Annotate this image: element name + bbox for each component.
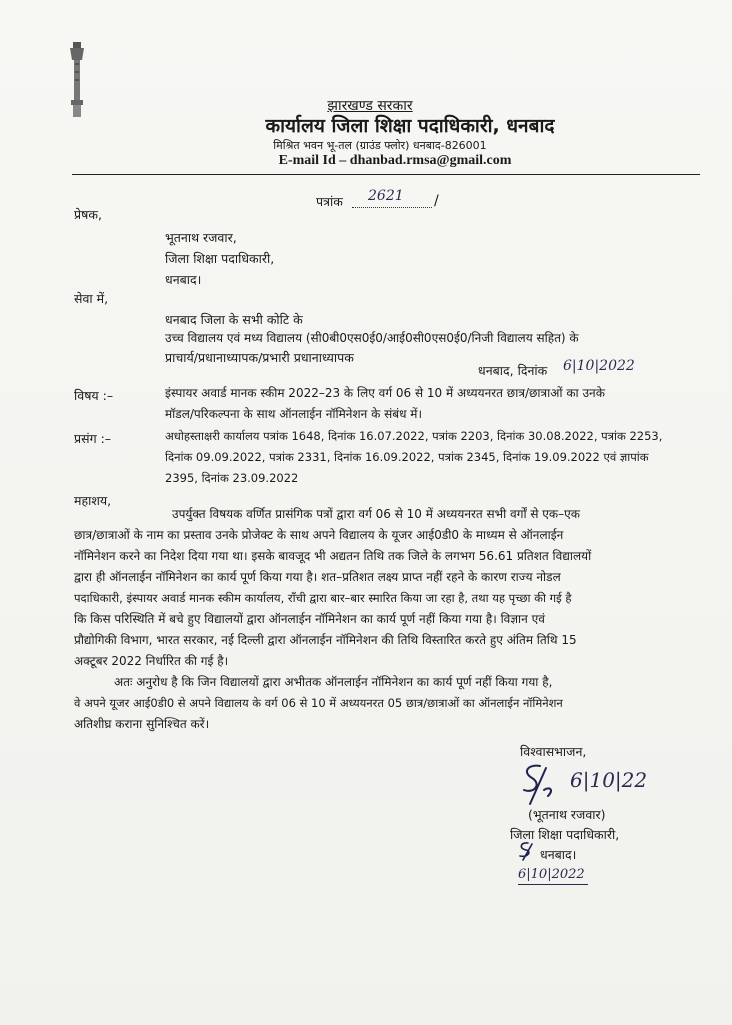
signatory-name: (भूतनाथ रजवार): [528, 807, 606, 822]
signature-mark: [510, 760, 570, 810]
letter-number-underline: [352, 207, 432, 208]
body-line: छात्र/छात्राओं के नाम का प्रस्ताव उनके प्रोजेक्ट के साथ अपने विद्यालय के यूजर आई0डी0 के माध्यम से ऑनलाईन: [74, 528, 564, 542]
initial-date-underline: [518, 884, 588, 885]
reference-line-3: 2395, दिनांक 23.09.2022: [165, 471, 299, 485]
sender-designation: जिला शिक्षा पदाधिकारी,: [165, 251, 275, 266]
signature-date: 6|10|22: [570, 768, 648, 792]
state-emblem-icon: [64, 40, 90, 120]
recipient-label: सेवा में,: [74, 291, 109, 306]
recipient-line-3: प्राचार्य/प्रधानाध्यापक/प्रभारी प्रधानाध्यापक: [165, 350, 354, 365]
signatory-designation: जिला शिक्षा पदाधिकारी,: [510, 827, 620, 842]
body-line: उपर्युक्त विषयक वर्णित प्रासंगिक पत्रों द्वारा वर्ग 06 से 10 में अध्ययनरत सभी वर्गों से एक–एक: [172, 507, 581, 521]
office-address: मिश्रित भवन भू-तल (ग्राउंड फ्लोर) धनबाद-826001: [273, 139, 487, 152]
header-divider: [72, 174, 700, 175]
body-line: कि किस परिस्थिति में बचे हुए विद्यालयों द्वारा ऑनलाईन नॉमिनेशन का कार्य पूर्ण नहीं किया गया है। विज्ञान एवं: [74, 612, 545, 626]
date-label: धनबाद, दिनांक: [478, 363, 548, 378]
sender-place: धनबाद।: [165, 272, 202, 287]
body-line: अतः अनुरोध है कि जिन विद्यालयों द्वारा अभीतक ऑनलाईन नॉमिनेशन का कार्य पूर्ण नहीं किया गया है,: [114, 675, 553, 689]
sender-name: भूतनाथ रजवार,: [165, 230, 237, 245]
subject-line-1: इंस्पायर अवार्ड मानक स्कीम 2022–23 के लिए वर्ग 06 से 10 में अध्ययनरत छात्र/छात्राओं का उनके: [165, 386, 605, 400]
reference-line-1: अधोहस्ताक्षरी कार्यालय पत्रांक 1648, दिनांक 16.07.2022, पत्रांक 2203, दिनांक 30.08.2022, पत्रांक 2253,: [165, 429, 663, 443]
letter-number-value: 2621: [368, 188, 404, 204]
body-line: अक्टूबर 2022 निर्धारित की गई है।: [74, 654, 229, 668]
recipient-line-1: धनबाद जिला के सभी कोटि के: [165, 312, 303, 327]
body-line: प्रौद्योगिकी विभाग, भारत सरकार, नई दिल्ली द्वारा ऑनलाईन नॉमिनेशन की तिथि विस्तारित करते हुए अंतिम तिथि 15: [74, 633, 577, 647]
reference-label: प्रसंग :–: [74, 431, 112, 446]
date-value: 6|10|2022: [563, 358, 635, 374]
sender-label: प्रेषक,: [74, 207, 102, 222]
body-line: वे अपने यूजर आई0डी0 से अपने विद्यालय के वर्ग 06 से 10 में अध्ययनरत 05 छात्र/छात्राओं का ऑनलाईन नॉमिनेशन: [74, 696, 563, 710]
subject-label: विषय :–: [74, 388, 114, 403]
body-line: नॉमिनेशन करने का निदेश दिया गया था। इसके बावजूद भी अद्यतन तिथि तक जिले के लगभग 56.61 प्रतिशत विद्यालयों: [74, 549, 592, 563]
initial-date: 6|10|2022: [518, 867, 585, 882]
body-line: पदाधिकारी, इंस्पायर अवार्ड मानक स्कीम कार्यालय, राँची द्वारा बार–बार स्मारित किया जा रहा है, तथा यह पृच्छा की गई है: [74, 591, 572, 605]
office-title: कार्यालय जिला शिक्षा पदाधिकारी, धनबाद: [265, 115, 555, 137]
subject-line-2: मॉडल/परिकल्पना के साथ ऑनलाईन नॉमिनेशन के संबंध में।: [165, 407, 423, 421]
letter-number-label: पत्रांक: [316, 194, 343, 209]
office-email: E-mail Id – dhanbad.rmsa@gmail.com: [278, 153, 512, 168]
state-government-title: झारखण्ड सरकार: [327, 98, 413, 114]
body-line: अतिशीघ्र कराना सुनिश्चित करें।: [74, 717, 210, 731]
recipient-line-2: उच्च विद्यालय एवं मध्य विद्यालय (सी0बी0एस0ई0/आई0सी0एस0ई0/निजी विद्यालय सहित) के: [165, 331, 579, 345]
closing-yours: विश्वासभाजन,: [520, 744, 587, 759]
initial-mark: [514, 840, 540, 862]
signatory-place: धनबाद।: [540, 847, 577, 862]
body-line: द्वारा ही ऑनलाईन नॉमिनेशन का कार्य पूर्ण किया गया है। शत–प्रतिशत लक्ष्य प्राप्त नहीं रहने के कारण राज्य नोडल: [74, 570, 561, 584]
letter-number-suffix: /: [434, 193, 439, 209]
reference-line-2: दिनांक 09.09.2022, पत्रांक 2331, दिनांक 16.09.2022, पत्रांक 2345, दिनांक 19.09.2022 एवं ज्ञापांक: [165, 450, 649, 464]
salutation: महाशय,: [74, 493, 112, 508]
